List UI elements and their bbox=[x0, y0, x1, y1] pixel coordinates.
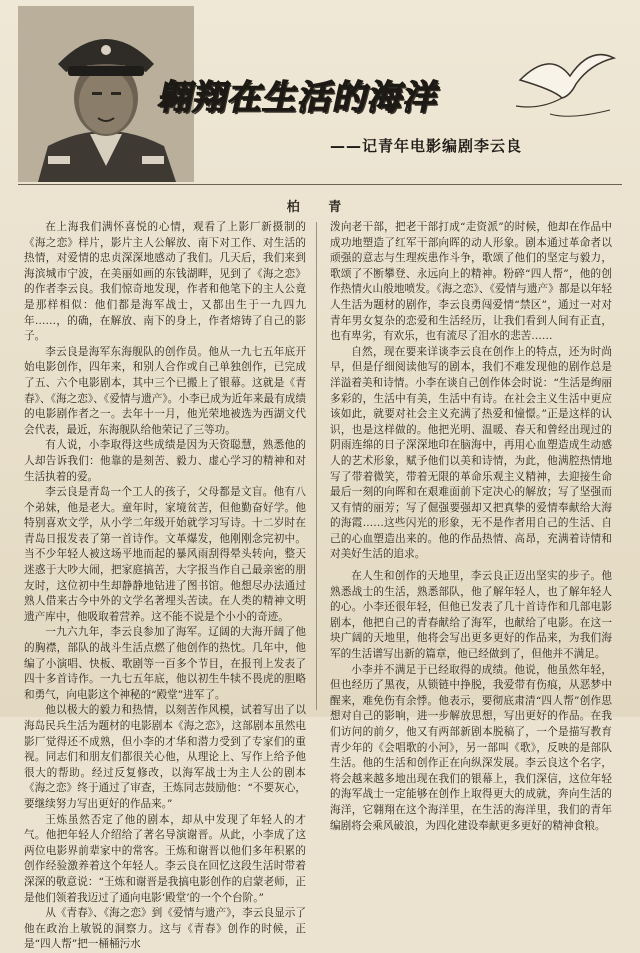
paragraph: 一九六九年，李云良参加了海军。辽阔的大海开阔了他的胸襟，部队的战斗生活点燃了他创作的热忱。几年中，他编了小演唱、快板、歌剧等一百多个节目，在报刊上发表了四十多首诗作。一九七五年底，他以初生牛犊不畏虎的胆略和勇气，向电影这个神秘的“殿堂”进军了。 bbox=[24, 626, 306, 701]
right-column bbox=[330, 220, 612, 832]
paragraph: 在上海我们满怀喜悦的心情，观看了上影厂新摄制的《海之恋》样片，影片主人公解放、南下对工作、对生活的热情，对爱情的忠贞深深地感动了我们。几天后，我们来到海滨城市宁波，在美丽如画的东钱湖畔，见到了《海之恋》的作者李云良。我们惊奇地发现，作者和他笔下的主人公竟是那样相似：他们都是海军战士，又都出生于一九四九年……，的确，在解放、南下的身上，作者熔铸了自己的影子。 bbox=[24, 221, 306, 343]
paragraph: 王炼虽然否定了他的剧本，却从中发现了年轻人的才气。他把年轻人介绍给了著名导演谢晋。从此，小李成了这两位电影界前辈家中的常客。王炼和谢晋以他们多年积累的创作经验激养着这个年轻人。李云良在回忆这段生活时带着深深的敬意说：“王炼和谢晋是我搞电影创作的启蒙老师，正是他们领着我迈过了通向电影‘殿堂’的一个个台阶。” bbox=[24, 813, 306, 904]
article-title: 翱翔在生活的海洋 bbox=[155, 78, 444, 118]
paragraph: 从《青春》、《海之恋》到《爱情与遗产》，李云良显示了他在政治上敏锐的洞察力。这与《青春》创作的时候，正是“四人帮”把一桶桶污水 bbox=[24, 907, 306, 951]
paragraph: 李云良是青岛一个工人的孩子，父母都是文盲。他有八个弟妹，他是老大。童年时，家境贫苦，但他勤奋好学。他特别喜欢文学，从小学二年级开始就学习写诗。十二岁时在青岛日报发表了第一首诗作。文革爆发，他刚刚念完初中。当不少年轻人被这场平地而起的暴风雨刮得晕头转向，整天迷惑于大吵大闹，把家庭搞苦，大字报当作自己最亲密的朋友时，这位初中生却静静地钻进了图书馆。他想尽办法通过熟人借来古今中外的文学名著埋头苦读。在人类的精神文明遗产库中，他吸取着营养。这不能不说是个小小的奇迹。 bbox=[24, 486, 306, 623]
article-subtitle: ——记青年电影编剧李云良 bbox=[330, 137, 523, 155]
paragraph: 李云良是海军东海舰队的创作员。他从一九七五年底开始电影创作，四年来，和别人合作或自己单独创作，已完成了五、六个电影剧本，其中三个已搬上了银幕。这就是《青春》、《海之恋》、《爱情与遗产》。小李已成为近年来最有成绩的电影剧作者之一。去年十一月，他光荣地被选为西湖文代会代表，最近，东海舰队给他荣记了三等功。 bbox=[24, 345, 306, 436]
paragraph: 在人生和创作的天地里，李云良正迈出坚实的步子。他熟悉战士的生活，熟悉部队，他了解年轻人，也了解年轻人的心。小李还很年轻，但他已发表了几十首诗作和几部电影剧本，他把自己的青春献给了海军，也献给了电影。在这一块广阔的天地里，他将会写出更多更好的作品来，为我们海军的生活谱写出新的篇章，他已经做到了，但他并不满足。 bbox=[330, 570, 612, 661]
paragraph: 小李并不满足于已经取得的成绩。他说，他虽然年轻，但也经历了黑夜，从锁链中挣脱，我爱带有伤痕，从恶梦中醒来，难免伤有余悸。他表示，要彻底肃清“四人帮”创作思想对自己的影响，进一步解放思想，写出更好的作品。在我们访问的前夕，他又有两部新剧本脱稿了，一个是描写教育青少年的《会唱歌的小河》，另一部叫《歌》，反映的是部队生活。他的生活和创作正在向纵深发展。李云良这个名字，将会越来越多地出现在我们的银幕上，我们深信，这位年轻的海军战士一定能够在创作上取得更大的成就，奔向生活的海洋，它翱翔在这个海洋里，在生活的海洋里，我们的青年编剧将会乘风破浪，为四化建设奉献更多更好的精神食粮。 bbox=[330, 663, 612, 832]
paragraph: 泼向老干部，把老干部打成“走资派”的时候，他却在作品中成功地塑造了红军干部向晖的动人形象。剧本通过革命者以顽强的意志与生理疾患作斗争，歌颂了他们的坚定与毅力，歌颂了不断攀登、永远向上的精神。粉碎“四人帮”，他的创作热情火山般地喷发。《海之恋》、《爱情与遗产》都是以年轻人生活为题材的剧作，李云良勇闯爱情“禁区”，通过一对对青年男女复杂的恋爱和生活经历，让我们看到人间有正直，也有卑劣，有欢乐，也有流尽了泪水的悲苦…… bbox=[330, 221, 612, 343]
left-column bbox=[24, 220, 306, 951]
paragraph: 他以极大的毅力和热情，以刻苦作风模，试着写出了以海岛民兵生活为题材的电影剧本《海之恋》，这部剧本虽然电影厂觉得还不成熟，但小李的才华和潜力受到了专家们的重视。同志们和朋友们都很关心他，从理论上、写作上给予他很大的帮助。经过反复修改，以海军战士为主人公的剧本《海之恋》终于通过了审查，王炼同志鼓励他：“不要灰心，要继续努力写出更好的作品来。” bbox=[24, 704, 306, 810]
paragraph: 自然，现在要来详谈李云良在创作上的特点，还为时尚早，但是仔细阅读他写的剧本，我们不难发现他的剧作总是洋溢着美和诗情。小李在谈自己创作体会时说：“生活是绚丽多彩的，生活中有美，生活中有诗。在社会主义生活中更应该如此，就要对社会主义充满了热爱和憧憬。”正是这样的认识，也是这样做的。他把光明、温暖、春天和曾经出现过的阴雨连绵的日子深深地印在脑海中，再用心血塑造成生动感人的艺术形象，赋予他们以美和诗情，为此，他满腔热情地写了带着微笑，带着无限的革命乐观主义精神，去迎接生命最后一刻的向晖和在艰难面前下定决心的解放；写了坚强而又有情的丽芳；写了倔强要强却又把真挚的爱情奉献给大海的海霞……这些闪光的形象，无不是作者用自己的生活、自己的心血塑造出来的。他的作品热情、高昂，充满着诗情和对美好生活的追求。 bbox=[330, 345, 612, 561]
article-author: 柏 青 bbox=[286, 200, 354, 215]
column-divider bbox=[316, 222, 317, 710]
paragraph: 有人说，小李取得这些成绩是因为天资聪慧，熟悉他的人却告诉我们：他靠的是刻苦、毅力、虚心学习的精神和对生活执着的爱。 bbox=[24, 439, 306, 483]
header-divider bbox=[18, 184, 622, 185]
